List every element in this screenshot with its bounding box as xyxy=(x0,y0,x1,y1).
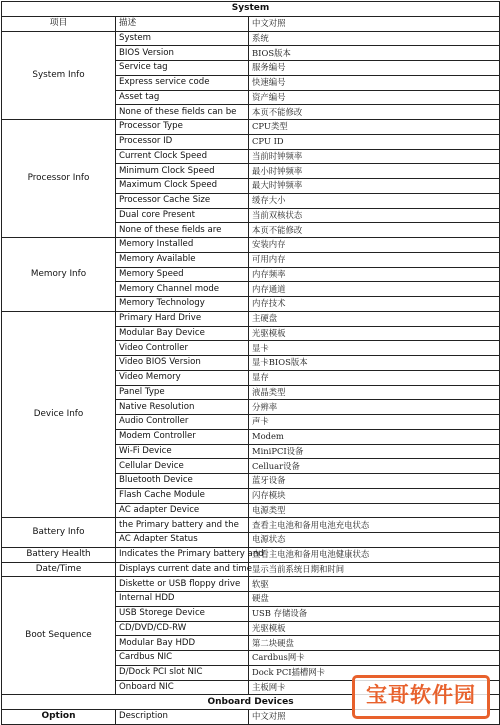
field-name: D/Dock PCI slot NIC xyxy=(116,665,249,680)
field-name: Current Clock Speed xyxy=(116,149,249,164)
field-name: Modular Bay HDD xyxy=(116,636,249,651)
field-name: Video Memory xyxy=(116,370,249,385)
field-chinese: 液晶类型 xyxy=(249,385,500,400)
field-chinese: 当前双核状态 xyxy=(249,208,500,223)
group-label: Battery Health xyxy=(2,547,116,562)
field-name: Memory Speed xyxy=(116,267,249,282)
field-chinese: 内存技术 xyxy=(249,297,500,312)
table-row xyxy=(2,238,500,253)
field-chinese: 主硬盘 xyxy=(249,311,500,326)
field-chinese: 分辨率 xyxy=(249,400,500,415)
field-name: AC adapter Device xyxy=(116,503,249,518)
field-chinese: 内存频率 xyxy=(249,267,500,282)
field-name: Memory Installed xyxy=(116,238,249,253)
field-name: CD/DVD/CD-RW xyxy=(116,621,249,636)
group-label: Device Info xyxy=(2,311,116,518)
group-label: Battery Info xyxy=(2,518,116,548)
group-label: Memory Info xyxy=(2,238,116,312)
field-chinese: 蓝牙设备 xyxy=(249,474,500,489)
field-chinese: 显示当前系统日期和时间 xyxy=(249,562,500,577)
field-chinese: 本页不能修改 xyxy=(249,223,500,238)
field-name: Diskette or USB floppy drive xyxy=(116,577,249,592)
field-name: the Primary battery and the xyxy=(116,518,249,533)
field-chinese: 硬盘 xyxy=(249,592,500,607)
field-chinese: 最大时钟频率 xyxy=(249,179,500,194)
field-chinese: 服务编号 xyxy=(249,61,500,76)
field-chinese: BIOS版本 xyxy=(249,46,500,61)
header-chinese: 中文对照 xyxy=(249,710,500,725)
field-name: Onboard NIC xyxy=(116,680,249,695)
field-name: BIOS Version xyxy=(116,46,249,61)
bios-settings-table xyxy=(1,1,500,725)
group-label: Boot Sequence xyxy=(2,577,116,695)
field-chinese: 快速编号 xyxy=(249,75,500,90)
field-chinese: 电源状态 xyxy=(249,533,500,548)
field-name: None of these fields are xyxy=(116,223,249,238)
field-chinese: 软驱 xyxy=(249,577,500,592)
field-name: Memory Channel mode xyxy=(116,282,249,297)
field-chinese: 光驱模板 xyxy=(249,326,500,341)
header-chinese: 中文对照 xyxy=(249,16,500,31)
field-name: Displays current date and time xyxy=(116,562,249,577)
field-name: Cellular Device xyxy=(116,459,249,474)
table-row xyxy=(2,311,500,326)
field-name: USB Storege Device xyxy=(116,606,249,621)
field-name: Memory Available xyxy=(116,252,249,267)
field-name: AC Adapter Status xyxy=(116,533,249,548)
field-chinese: Modem xyxy=(249,429,500,444)
field-chinese: 缓存大小 xyxy=(249,193,500,208)
field-name: Bluetooth Device xyxy=(116,474,249,489)
field-name: System xyxy=(116,31,249,46)
field-chinese: 资产编号 xyxy=(249,90,500,105)
field-chinese: 安装内存 xyxy=(249,238,500,253)
table-row xyxy=(2,518,500,533)
field-name: Video BIOS Version xyxy=(116,356,249,371)
field-chinese: 闪存模块 xyxy=(249,488,500,503)
group-label: Date/Time xyxy=(2,562,116,577)
field-name: Processor ID xyxy=(116,134,249,149)
field-chinese: Dock PCI插槽网卡 xyxy=(249,665,500,680)
field-chinese: 本页不能修改 xyxy=(249,105,500,120)
field-chinese: 系统 xyxy=(249,31,500,46)
field-name: Cardbus NIC xyxy=(116,651,249,666)
field-name: Primary Hard Drive xyxy=(116,311,249,326)
field-name: Indicates the Primary battery and xyxy=(116,547,249,562)
field-chinese: 光驱模板 xyxy=(249,621,500,636)
field-name: Maximum Clock Speed xyxy=(116,179,249,194)
field-chinese: 查看主电池和备用电池充电状态 xyxy=(249,518,500,533)
field-name: Processor Cache Size xyxy=(116,193,249,208)
table-row xyxy=(2,31,500,46)
field-chinese: 声卡 xyxy=(249,415,500,430)
field-chinese: CPU ID xyxy=(249,134,500,149)
field-name: Modular Bay Device xyxy=(116,326,249,341)
field-chinese: 可用内存 xyxy=(249,252,500,267)
field-chinese: 查看主电池和备用电池健康状态 xyxy=(249,547,500,562)
section-title: System xyxy=(2,2,500,17)
field-name: Video Controller xyxy=(116,341,249,356)
field-name: Modem Controller xyxy=(116,429,249,444)
field-name: Internal HDD xyxy=(116,592,249,607)
field-chinese: MiniPCI设备 xyxy=(249,444,500,459)
group-label: System Info xyxy=(2,31,116,120)
table-row xyxy=(2,120,500,135)
field-chinese: 显卡 xyxy=(249,341,500,356)
field-chinese: 显卡BIOS版本 xyxy=(249,356,500,371)
section-title: Onboard Devices xyxy=(2,695,500,710)
field-chinese: 第二块硬盘 xyxy=(249,636,500,651)
field-chinese: 主板网卡 xyxy=(249,680,500,695)
table-row xyxy=(2,577,500,592)
field-chinese: 当前时钟频率 xyxy=(249,149,500,164)
header-row xyxy=(2,16,500,31)
field-chinese: 显存 xyxy=(249,370,500,385)
table-row xyxy=(2,562,500,577)
table-row xyxy=(2,547,500,562)
field-name: None of these fields can be xyxy=(116,105,249,120)
field-name: Asset tag xyxy=(116,90,249,105)
field-name: Panel Type xyxy=(116,385,249,400)
field-name: Wi-Fi Device xyxy=(116,444,249,459)
field-name: Memory Technology xyxy=(116,297,249,312)
field-name: Dual core Present xyxy=(116,208,249,223)
field-chinese: Cardbus网卡 xyxy=(249,651,500,666)
field-chinese: USB 存储设备 xyxy=(249,606,500,621)
field-name: Flash Cache Module xyxy=(116,488,249,503)
field-chinese: 内存通道 xyxy=(249,282,500,297)
field-name: Express service code xyxy=(116,75,249,90)
field-chinese: 最小时钟频率 xyxy=(249,164,500,179)
field-name: Processor Type xyxy=(116,120,249,135)
header-description: 描述 xyxy=(116,16,249,31)
group-label: Processor Info xyxy=(2,120,116,238)
field-chinese: Celluar设备 xyxy=(249,459,500,474)
watermark-logo: 宝哥软件园 xyxy=(352,675,490,719)
field-name: Audio Controller xyxy=(116,415,249,430)
header-option: Option xyxy=(2,710,116,725)
field-name: Service tag xyxy=(116,61,249,76)
field-chinese: 电源类型 xyxy=(249,503,500,518)
section-title-row xyxy=(2,2,500,17)
header-item: 项目 xyxy=(2,16,116,31)
header-description: Description xyxy=(116,710,249,725)
field-name: Native Resolution xyxy=(116,400,249,415)
field-chinese: CPU类型 xyxy=(249,120,500,135)
field-name: Minimum Clock Speed xyxy=(116,164,249,179)
